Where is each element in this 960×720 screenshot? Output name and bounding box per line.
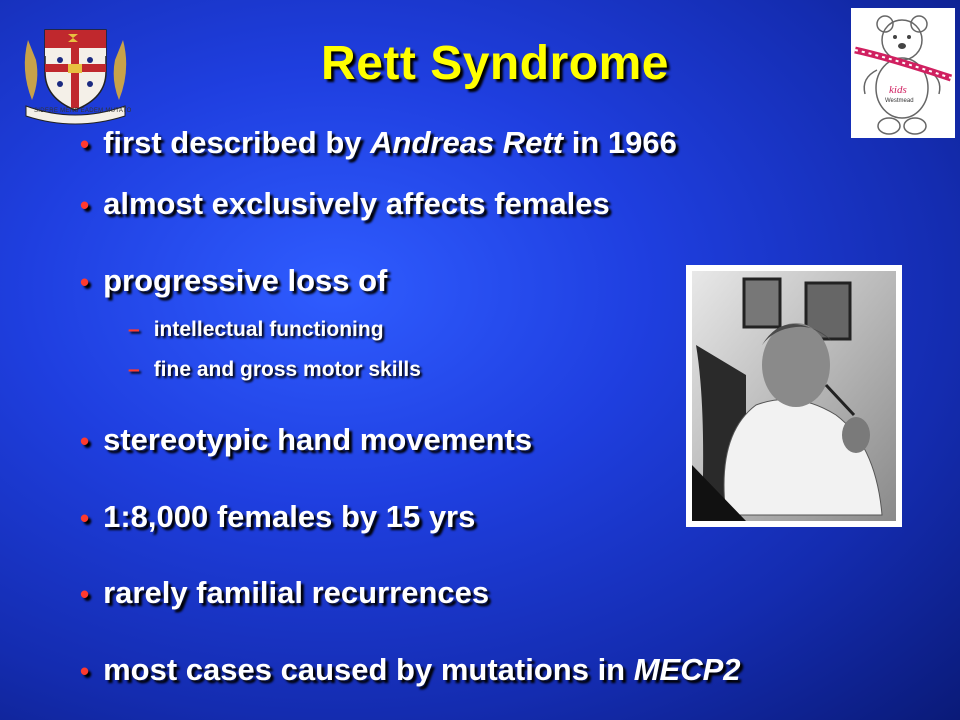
teddy-bear-icon — [851, 8, 955, 138]
bullet-rett-described: • first described by Andreas Rett in 1966 — [80, 125, 677, 160]
bullet-marker: • — [80, 426, 90, 456]
sub-bullet-intellectual: – intellectual functioning — [128, 318, 384, 341]
bullet-progressive-loss: • progressive loss of — [80, 263, 388, 298]
slide-title: Rett Syndrome — [321, 37, 669, 90]
bullet-familial-recurrences: • rarely familial recurrences — [80, 575, 490, 610]
kids-westmead-logo — [851, 8, 955, 138]
sub-bullet-marker: – — [128, 358, 140, 381]
bullet-marker: • — [80, 267, 90, 297]
bullet-marker: • — [80, 129, 90, 159]
sub-bullet-motor-skills: – fine and gross motor skills — [128, 358, 421, 381]
andreas-rett-name: Andreas Rett — [370, 125, 564, 160]
mecp2-gene-name: MECP2 — [633, 652, 741, 687]
bullet-marker: • — [80, 579, 90, 609]
bear-logo-subtext: Westmead — [885, 98, 914, 104]
bullet-affects-females: • almost exclusively affects females — [80, 186, 610, 221]
bullet-mecp2-mutations: • most cases caused by mutations in MECP2 — [80, 652, 741, 687]
crest-motto: SIDERE MENS EADEM MUTATO — [34, 108, 132, 114]
bullet-prevalence: • 1:8,000 females by 15 yrs — [80, 499, 476, 534]
andreas-rett-photo — [686, 265, 902, 527]
sub-bullet-marker: – — [128, 318, 140, 341]
bullet-hand-movements: • stereotypic hand movements — [80, 422, 533, 457]
bullet-marker: • — [80, 503, 90, 533]
bullet-marker: • — [80, 190, 90, 220]
bullet-marker: • — [80, 656, 90, 686]
bear-logo-text: kids — [889, 84, 907, 96]
